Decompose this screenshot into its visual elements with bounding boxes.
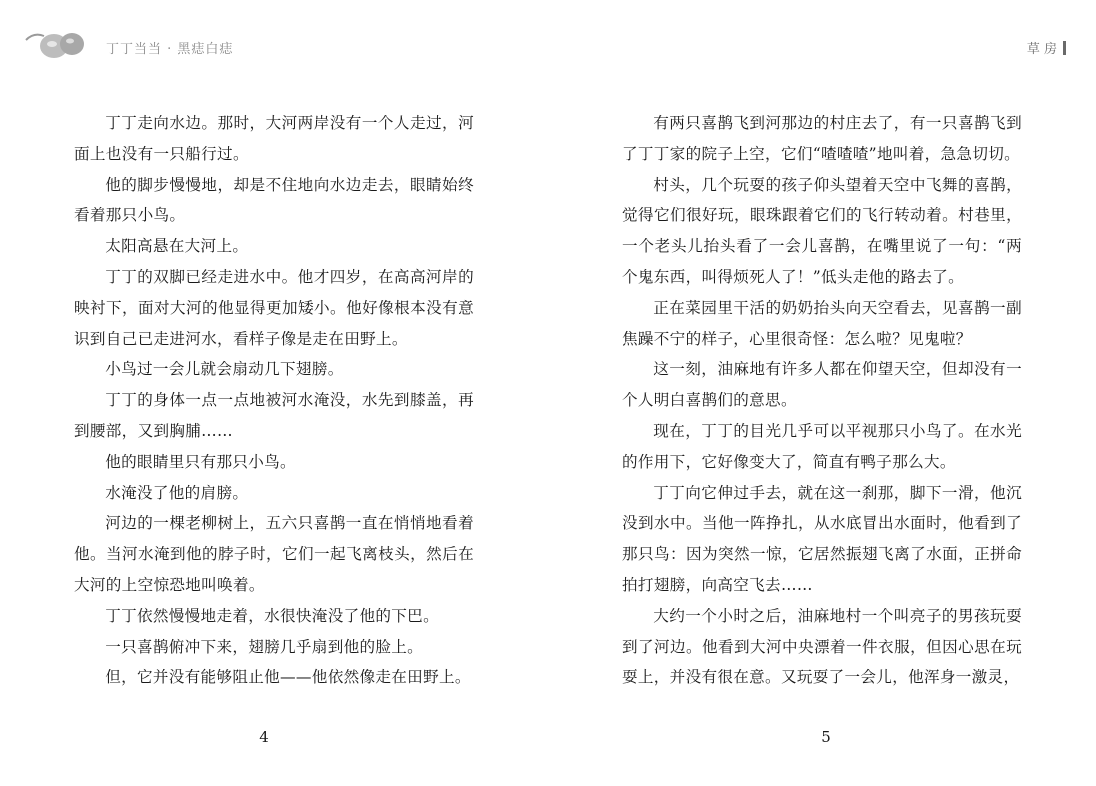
paragraph: 丁丁的身体一点一点地被河水淹没，水先到膝盖，再到腰部，又到胸脯……: [74, 391, 474, 440]
left-page-body: [74, 108, 474, 693]
paragraph: 现在，丁丁的目光几乎可以平视那只小鸟了。在水光的作用下，它好像变大了，简直有鸭子那么大。: [622, 421, 1022, 471]
paragraph: 有两只喜鹊飞到河那边的村庄去了，有一只喜鹊飞到了丁丁家的院子上空，它们“喳喳喳”地叫着，急急切切。: [622, 114, 1022, 163]
paragraph: 但，它并没有能够阻止他——他依然像走在田野上。: [105, 668, 471, 687]
paragraph: 丁丁走向水边。那时，大河两岸没有一个人走过，河面上也没有一只船行过。: [74, 114, 474, 163]
paragraph: 一只喜鹊俯冲下来，翅膀几乎扇到他的脸上。: [105, 637, 424, 656]
book-title: 草 房: [1026, 42, 1057, 57]
paragraph: 河边的一棵老柳树上，五六只喜鹊一直在悄悄地看着他。当河水淹到他的脖子时，它们一起飞离枝头，然后在大河的上空惊恐地叫唤着。: [74, 514, 474, 594]
paragraph: 大约一个小时之后，油麻地村一个叫亮子的男孩玩耍到了河边。他看到大河中央漂着一件衣服，但因心思在玩耍上，并没有很在意。又玩耍了一会儿，他浑身一激灵，: [622, 606, 1022, 687]
paragraph: 水淹没了他的肩膀。: [105, 483, 249, 502]
paragraph: 正在菜园里干活的奶奶抬头向天空看去，见喜鹊一副焦躁不宁的样子，心里很奇怪：怎么啦？见鬼啦？: [622, 298, 1022, 348]
paragraph: 这一刻，油麻地有许多人都在仰望天空，但却没有一个人明白喜鹊们的意思。: [622, 360, 1022, 410]
paragraph: 丁丁依然慢慢地走着，水很快淹没了他的下巴。: [105, 606, 439, 625]
paragraph: 他的脚步慢慢地，却是不住地向水边走去，眼睛始终看着那只小鸟。: [74, 175, 474, 225]
paragraph: 丁丁的双脚已经走进水中。他才四岁，在高高河岸的映衬下，面对大河的他显得更加矮小。他好像根本没有意识到自己已走进河水，看样子像是走在田野上。: [74, 267, 474, 348]
paragraph: 太阳高悬在大河上。: [105, 237, 249, 256]
gourd-logo-icon: [24, 26, 104, 62]
running-header-right: [1027, 38, 1066, 57]
header-divider-bar: [1063, 41, 1066, 55]
right-page-body: [622, 108, 1022, 693]
paragraph: 村头，几个玩耍的孩子仰头望着天空中飞舞的喜鹊，觉得它们很好玩，眼珠跟着它们的飞行转动着。村巷里，一个老头儿抬头看了一会儿喜鹊，在嘴里说了一句：“两个鬼东西，叫得烦死人了！”低头走他的路去了。: [622, 175, 1022, 286]
running-header-left: [24, 26, 234, 62]
page-number-left: 4: [259, 728, 269, 746]
series-title: 丁丁当当 · 黑痣白痣: [106, 42, 234, 57]
page-number-right: 5: [821, 728, 831, 746]
paragraph: 他的眼睛里只有那只小鸟。: [105, 452, 296, 471]
paragraph: 丁丁向它伸过手去，就在这一刹那，脚下一滑，他沉没到水中。当他一阵挣扎，从水底冒出水面时，他看到了那只鸟：因为突然一惊，它居然振翅飞离了水面，正拼命拍打翅膀，向高空飞去……: [622, 483, 1022, 594]
paragraph: 小鸟过一会儿就会扇动几下翅膀。: [105, 360, 344, 379]
